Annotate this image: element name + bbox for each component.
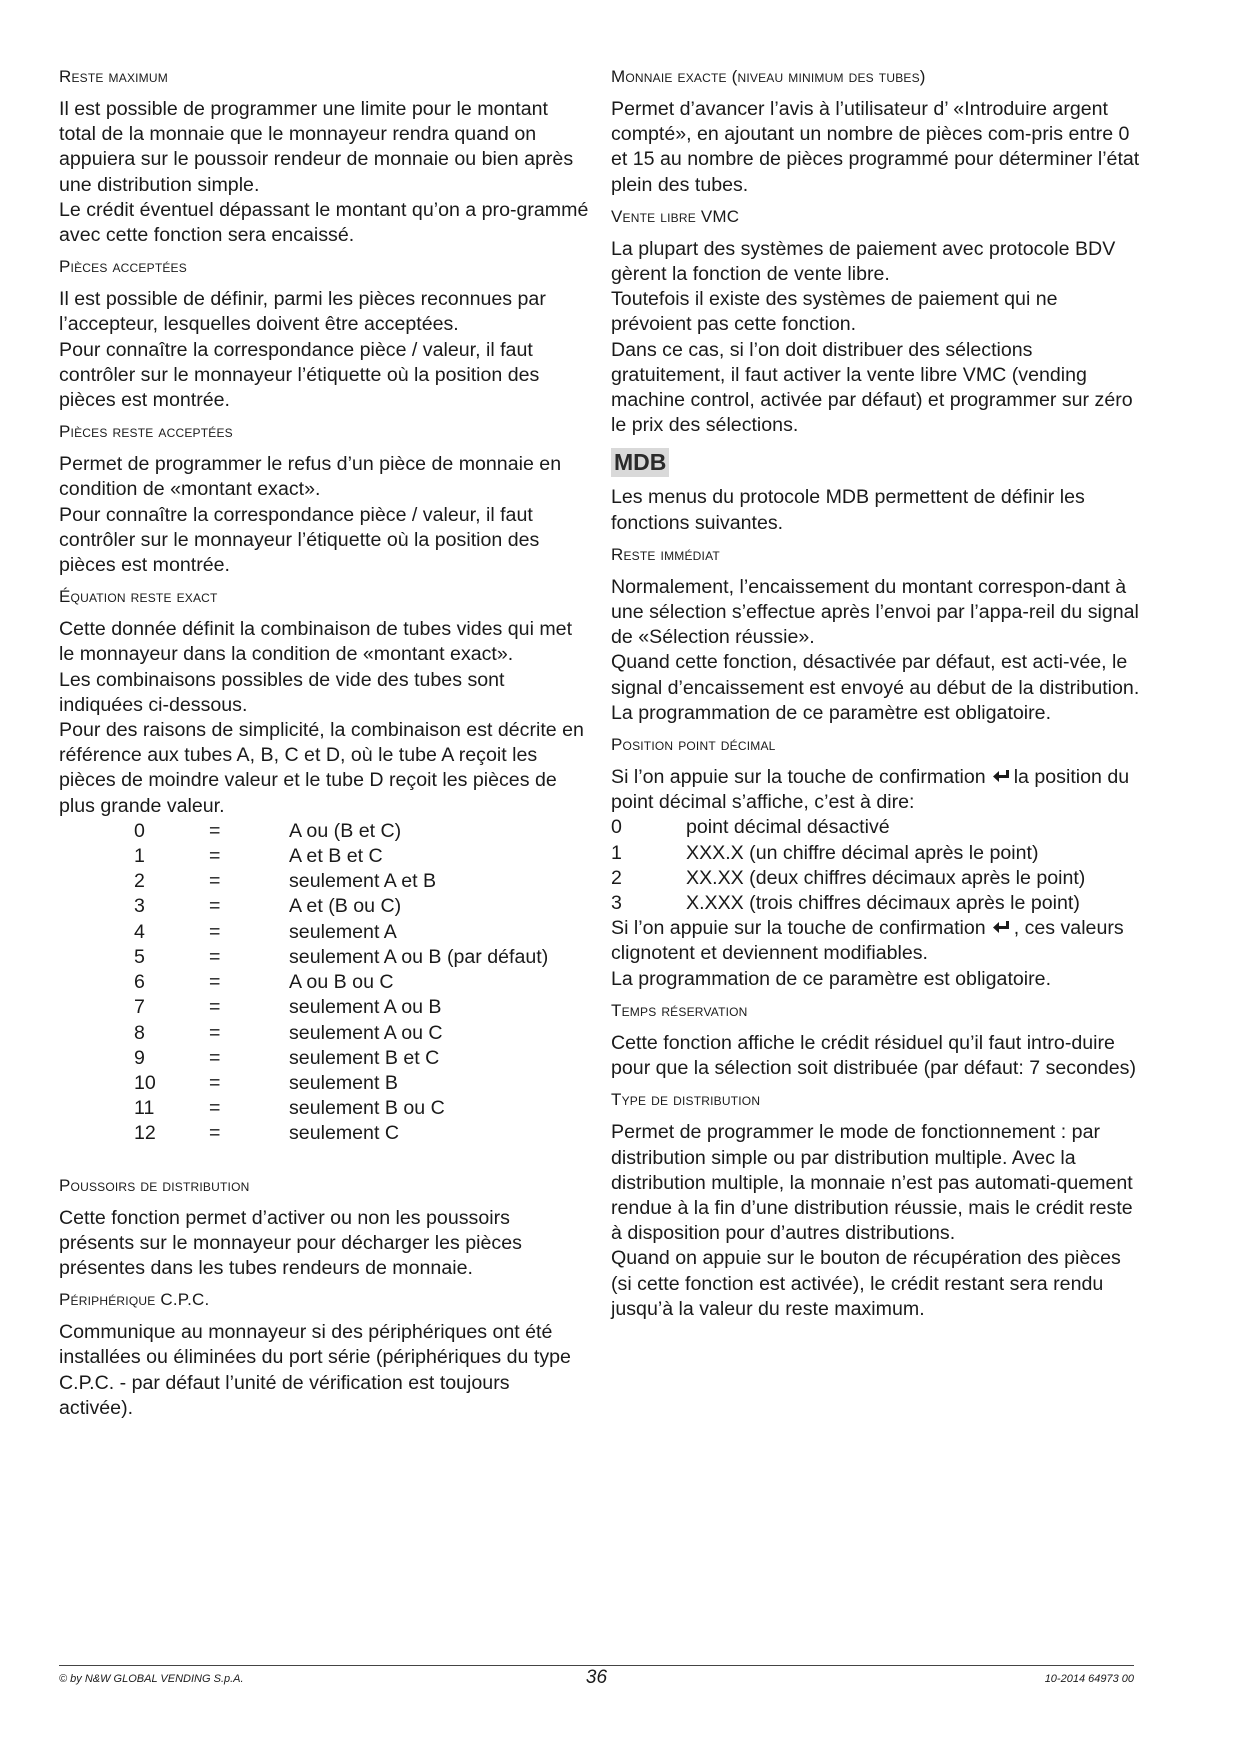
paragraph: Normalement, l’encaissement du montant correspon-dant à une sélection s’effectue après l’envoi par l’appa-reil du signal de «Sélection réussie». [611, 575, 1139, 649]
paragraph: Le crédit éventuel dépassant le montant qu’on a pro-grammé avec cette fonction sera encaissé. [59, 198, 589, 247]
paragraph: Pour connaître la correspondance pièce / valeur, il faut contrôler sur le monnayeur l’étiquette où la position des pièces est montrée. [59, 503, 540, 577]
equals-sign: = [209, 1021, 221, 1044]
table-row [134, 819, 548, 844]
table-row [134, 1071, 548, 1096]
position-code: 0 [611, 816, 622, 839]
section-heading: Reste immédiat [611, 544, 720, 564]
equals-sign: = [209, 1097, 221, 1120]
list-item [611, 815, 1141, 840]
table-row [134, 1021, 548, 1046]
combination-code: 8 [134, 1021, 145, 1044]
table-row [134, 920, 548, 945]
equals-sign: = [209, 1122, 221, 1145]
section-reste-maximum [59, 66, 589, 248]
section-mdb [611, 446, 1141, 535]
position-code: 3 [611, 892, 622, 915]
equals-sign: = [209, 945, 221, 968]
section-pieces-acceptees [59, 256, 589, 413]
section-heading: Pièces reste acceptées [59, 422, 233, 442]
section-pieces-reste-acceptees [59, 421, 589, 578]
mdb-title: MDB [611, 448, 669, 477]
table-row [134, 1096, 548, 1121]
paragraph: Il est possible de programmer une limite pour le montant total de la monnaie que le monnayeur rendra quand on appuiera sur le poussoir rendeur de monnaie ou bien après une distribution simple. [59, 98, 574, 196]
section-temps-reservation [611, 1000, 1141, 1081]
equals-sign: = [209, 920, 221, 943]
section-position-point [611, 734, 1141, 992]
combination-value: A ou (B et C) [289, 819, 402, 842]
paragraph: Pour connaître la correspondance pièce / valeur, il faut contrôler sur le monnayeur l’étiquette où la position des pièces est montrée. [59, 338, 540, 412]
section-peripherique [59, 1289, 589, 1421]
document-code: 10-2014 64973 00 [1044, 1673, 1134, 1685]
left-column [59, 66, 589, 1429]
section-heading: Périphérique C.P.C. [59, 1290, 210, 1310]
position-description: XX.XX (deux chiffres décimaux après le point) [686, 866, 1086, 889]
paragraph: Dans ce cas, si l’on doit distribuer des sélections gratuitement, il faut activer la vente libre VMC (vending machine control, activée par défaut) et programmer sur zéro le prix des sélections. [611, 338, 1133, 437]
section-monnaie-exacte [611, 66, 1141, 198]
position-code: 1 [611, 841, 622, 864]
paragraph: Cette fonction permet d’activer ou non les poussoirs présents sur le monnayeur pour décharger les pièces présentes dans les tubes rendeurs de monnaie. [59, 1206, 522, 1279]
right-column [611, 66, 1141, 1330]
equals-sign: = [209, 819, 221, 842]
decimal-position-list [611, 815, 1141, 916]
section-equation-reste-exact [59, 586, 589, 1146]
table-row [134, 1121, 548, 1146]
paragraph: Permet de programmer le refus d’un pièce de monnaie en condition de «montant exact». [59, 453, 562, 501]
paragraph: Les menus du protocole MDB permettent de définir les fonctions suivantes. [611, 486, 1085, 534]
table-row [134, 970, 548, 995]
combination-value: seulement A ou B [289, 996, 442, 1019]
combination-value: seulement B et C [289, 1046, 440, 1069]
list-item [611, 841, 1141, 866]
combination-value: seulement A ou B (par défaut) [289, 945, 549, 968]
combination-value: seulement B ou C [289, 1097, 445, 1120]
section-heading: Temps réservation [611, 1000, 748, 1020]
section-heading: Vente libre VMC [611, 206, 740, 226]
combination-code: 1 [134, 845, 145, 868]
section-heading: Pièces acceptées [59, 257, 187, 277]
paragraph: Il est possible de définir, parmi les pièces reconnues par l’accepteur, lesquelles doivent être acceptées. [59, 288, 546, 336]
paragraph: La plupart des systèmes de paiement avec protocole BDV gèrent la fonction de vente libre. [611, 237, 1116, 286]
combination-code: 3 [134, 895, 145, 918]
position-description: point décimal désactivé [686, 816, 890, 839]
equals-sign: = [209, 971, 221, 994]
table-row [134, 995, 548, 1020]
section-heading: Équation reste exact [59, 587, 218, 607]
text: Si l’on appuie sur la touche de confirmation [611, 917, 986, 940]
combination-code: 4 [134, 920, 145, 943]
combination-code: 2 [134, 870, 145, 893]
paragraph: Les combinaisons possibles de vide des tubes sont indiquées ci-dessous. [59, 668, 505, 716]
text: la position du point décimal s’affiche, c’est à dire: [611, 766, 1130, 814]
combination-value: seulement B [289, 1071, 398, 1094]
equals-sign: = [209, 845, 221, 868]
section-poussoirs [59, 1175, 589, 1282]
paragraph [611, 765, 1141, 815]
section-reste-immediat [611, 544, 1141, 726]
table-row [134, 1046, 548, 1071]
paragraph: Pour des raisons de simplicité, la combinaison est décrite en référence aux tubes A, B, C et D, où le tube A reçoit les pièces de moindre valeur et le tube D reçoit les pièces de plus grande valeur. [59, 719, 584, 817]
combination-code: 12 [134, 1122, 156, 1145]
list-item [611, 891, 1141, 916]
table-row [134, 945, 548, 970]
section-heading: Reste maximum [59, 67, 168, 86]
section-heading: Type de distribution [611, 1090, 761, 1110]
position-description: XXX.X (un chiffre décimal après le point) [686, 841, 1039, 864]
enter-key-icon [992, 918, 1010, 934]
page-number: 36 [585, 1667, 608, 1688]
paragraph: Communique au monnayeur si des périphériques ont été installées ou éliminées du port série (périphériques du type C.P.C. - par défaut l’unité de vérification est toujours activée). [59, 1321, 571, 1419]
text: , ces valeurs clignotent et deviennent modifiables. [611, 917, 1124, 965]
combination-value: seulement A ou C [289, 1021, 443, 1044]
combination-value: A et (B ou C) [289, 895, 402, 918]
footer-divider [59, 1665, 1134, 1666]
position-code: 2 [611, 866, 622, 889]
equals-sign: = [209, 870, 221, 893]
paragraph: Toutefois il existe des systèmes de paiement qui ne prévoient pas cette fonction. [611, 288, 1058, 336]
combination-value: seulement A et B [289, 870, 437, 893]
table-row [134, 844, 548, 869]
combination-code: 7 [134, 996, 145, 1019]
section-vente-libre [611, 206, 1141, 439]
combination-value: A ou B ou C [289, 971, 394, 994]
paragraph: Permet d’avancer l’avis à l’utilisateur d’ «Introduire argent compté», en ajoutant un nombre de pièces com-pris entre 0 et 15 au nombre de pièces programmé pour déterminer l’état plein des tubes. [611, 98, 1140, 196]
paragraph: La programmation de ce paramètre est obligatoire. [611, 967, 1052, 990]
paragraph: Permet de programmer le mode de fonctionnement : par distribution simple ou par distribution multiple. Avec la distribution multiple, la monnaie n’est pas automati-quement rendue à la fin d’une distribution réussie, mais le crédit reste à disposition pour d’autres distributions. [611, 1121, 1133, 1245]
table-row [134, 869, 548, 894]
combination-table [134, 819, 548, 1147]
equals-sign: = [209, 996, 221, 1019]
combination-code: 11 [134, 1097, 155, 1120]
section-heading: Position point décimal [611, 735, 776, 755]
position-description: X.XXX (trois chiffres décimaux après le point) [686, 892, 1080, 915]
combination-code: 9 [134, 1046, 145, 1069]
combination-code: 0 [134, 819, 145, 842]
section-type-distribution [611, 1089, 1141, 1322]
combination-code: 10 [134, 1071, 156, 1094]
list-item [611, 866, 1141, 891]
combination-code: 6 [134, 971, 145, 994]
copyright: © by N&W GLOBAL VENDING S.p.A. [59, 1673, 244, 1685]
paragraph: Cette fonction affiche le crédit résiduel qu’il faut intro-duire pour que la sélection soit distribuée (par défaut: 7 secondes) [611, 1031, 1136, 1080]
equals-sign: = [209, 895, 221, 918]
table-row [134, 894, 548, 919]
equals-sign: = [209, 1046, 221, 1069]
combination-value: seulement C [289, 1122, 399, 1145]
combination-value: A et B et C [289, 845, 383, 868]
enter-key-icon [992, 767, 1010, 783]
combination-code: 5 [134, 945, 145, 968]
paragraph [611, 916, 1141, 966]
combination-value: seulement A [289, 920, 397, 943]
paragraph: Cette donnée définit la combinaison de tubes vides qui met le monnayeur dans la condition de «montant exact». [59, 618, 573, 666]
section-heading: Poussoirs de distribution [59, 1175, 250, 1195]
paragraph: Quand cette fonction, désactivée par défaut, est acti-vée, le signal d’encaissement est envoyé au début de la distribution. [611, 651, 1140, 699]
section-heading: Monnaie exacte (niveau minimum des tubes) [611, 67, 926, 86]
paragraph: La programmation de ce paramètre est obligatoire. [611, 701, 1052, 724]
text: Si l’on appuie sur la touche de confirmation [611, 766, 986, 789]
equals-sign: = [209, 1071, 221, 1094]
paragraph: Quand on appuie sur le bouton de récupération des pièces (si cette fonction est activée), le crédit restant sera rendu jusqu’à la valeur du reste maximum. [611, 1247, 1121, 1320]
